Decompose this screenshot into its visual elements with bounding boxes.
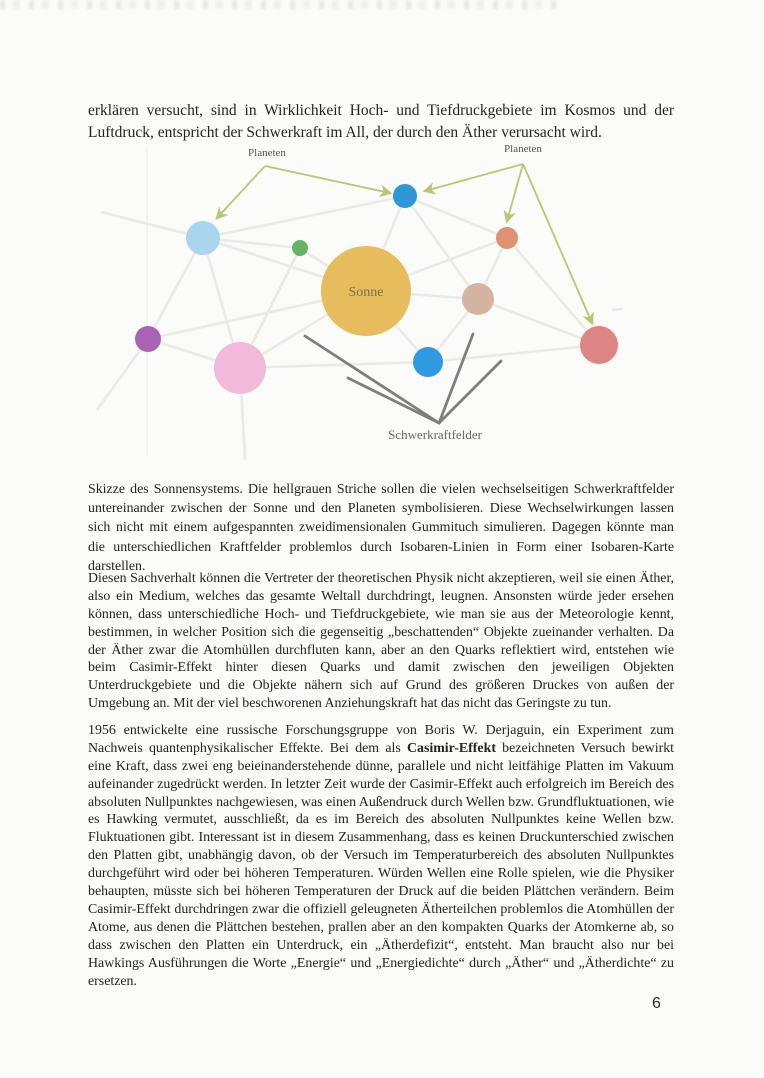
solar-system-figure [95,138,670,466]
intro-paragraph: erklären versucht, sind in Wirklichkeit Hoch- und Tiefdruckgebiete im Kosmos und der Luftdruck, entspricht der Schwerkraft im All, der durch den Äther verursacht wird. [88,101,674,141]
planet-blue [413,347,443,377]
planets-label-right: Planeten [504,143,542,155]
gravity-field-line [507,238,599,345]
gravity-fields-label: Schwerkraftfelder [388,427,482,442]
paragraph-text: bezeichneten Versuch bewirkt eine Kraft, dass zwei eng beieinanderstehende dünne, parallele und nicht leitfähige Platten im Vakuum aufeinander zugedrückt werden. In letzter Zeit wurde der Casimir-Effekt auch erfolgreich im Bereich des absoluten Nullpunktes nachgewiesen, was einen Außendruck durch Wellen bzw. Grundfluktuationen, wie es Hawking vermutet, ausschließt, da es im Bereich des absoluten Nullpunktes keine Wellen bzw. Fluktuationen gibt. Interessant ist in diesem Zusammenhang, dass es keinen Druckunterschied zwischen den Platten gibt, unabhängig davon, ob der Versuch im Temperaturbereich des absoluten Nullpunktes durchgeführt wird oder bei höheren Temperaturen. Würden Wellen eine Rolle spielen, wie die Physiker behaupten, müsste sich bei höheren Temperaturen der Druck auf die beiden Plättchen verändern. Beim Casimir-Effekt durchdringen zwar die offiziell geleugneten Ätherteilchen problemlos die Atomhüllen der Atome, aus denen die Plättchen bestehen, prallen aber an den kompakten Quarks der Atomkerne ab, so dass zwischen den Platten ein Unterdruck, ein „Ätherdefizit“, entsteht. Man braucht also nur bei Hawkings Ausführungen die Worte „Energie“ und „Energiedichte“ durch „Äther“ und „Ätherdichte“ zu ersetzen. [88,740,674,989]
gravity-pointer-ray [348,378,439,423]
sun-label: Sonne [348,285,384,300]
page-number: 6 [652,995,661,1012]
body-paragraph-1: Diesen Sachverhalt können die Vertreter der theoretischen Physik nicht akzeptieren, weil sie einen Äther, also ein Medium, welches das gesamte Weltall durchdringt, leugnen. Ansonsten würde jeder ersehen können, dass unterschiedliche Hoch- und Tiefdruckgebiete, wie man sie aus der Meteorologie kennt, bestimmen, in welcher Position sich die gegenseitig „beschattenden“ Objekte zueinander verhalten. Da der Äther zwar die Atomhüllen durchfluten kann, aber an den Quarks reflektiert wird, entstehen wie beim Casimir-Effekt hinter diesen Quarks und damit zwischen den jeweiligen Objekten Unterdruckgebiete und die Objekte nähern sich auf Grund des größeren Druckes von außen der Umgebung an. Mit der viel beschworenen Anziehungskraft hat das nicht das Geringste zu tun. [88,570,674,712]
planet-lightblue [186,221,220,255]
label-arrow [425,164,523,191]
figure-caption: Skizze des Sonnensystems. Die hellgrauen Striche sollen die vielen wechselseitigen Schwerkraftfelder untereinander zwischen der Sonne und den Planeten symbolisieren. Diese Wechselwirkungen lassen sich nicht mit einem aufgespannten zweidimensionalen Gummituch simulieren. Dagegen könnte man die unterschiedlichen Kraftfelder problemlos durch Isobaren-Linien in Form einer Isobaren-Karte darstellen. [88,481,674,574]
gravity-field-line [203,196,405,238]
gravity-field-line [612,309,623,310]
paragraph-text: 1956 entwickelte eine russische Forschungsgruppe von Boris W. Derjaguin, ein Experiment zum Nachweis quantenphysikalischer Effekte. Bei dem als [88,722,674,756]
label-arrow [265,166,390,193]
planet-tan [462,283,494,315]
planet-topblue [393,184,417,208]
scan-noise-band [0,0,560,9]
label-arrow [507,164,523,221]
label-arrow [217,166,265,218]
gravity-field-line [148,238,203,339]
solar-system-diagram [95,138,670,466]
planets-label-left: Planeten [248,147,286,159]
gravity-pointer-ray [305,336,439,423]
body-paragraph-2 [88,722,674,991]
planet-purple [135,326,161,352]
gravity-field-line [97,339,148,410]
gravity-pointer-ray [439,361,501,423]
planet-red [580,326,618,364]
planet-pink [214,342,266,394]
label-arrow [523,164,592,323]
gravity-field-line [428,345,599,362]
planet-green [292,240,308,256]
gravity-field-line [240,362,428,368]
planet-salmon [496,227,518,249]
gravity-pointer-ray [439,334,473,423]
casimir-effekt-term: Casimir-Effekt [406,740,496,756]
